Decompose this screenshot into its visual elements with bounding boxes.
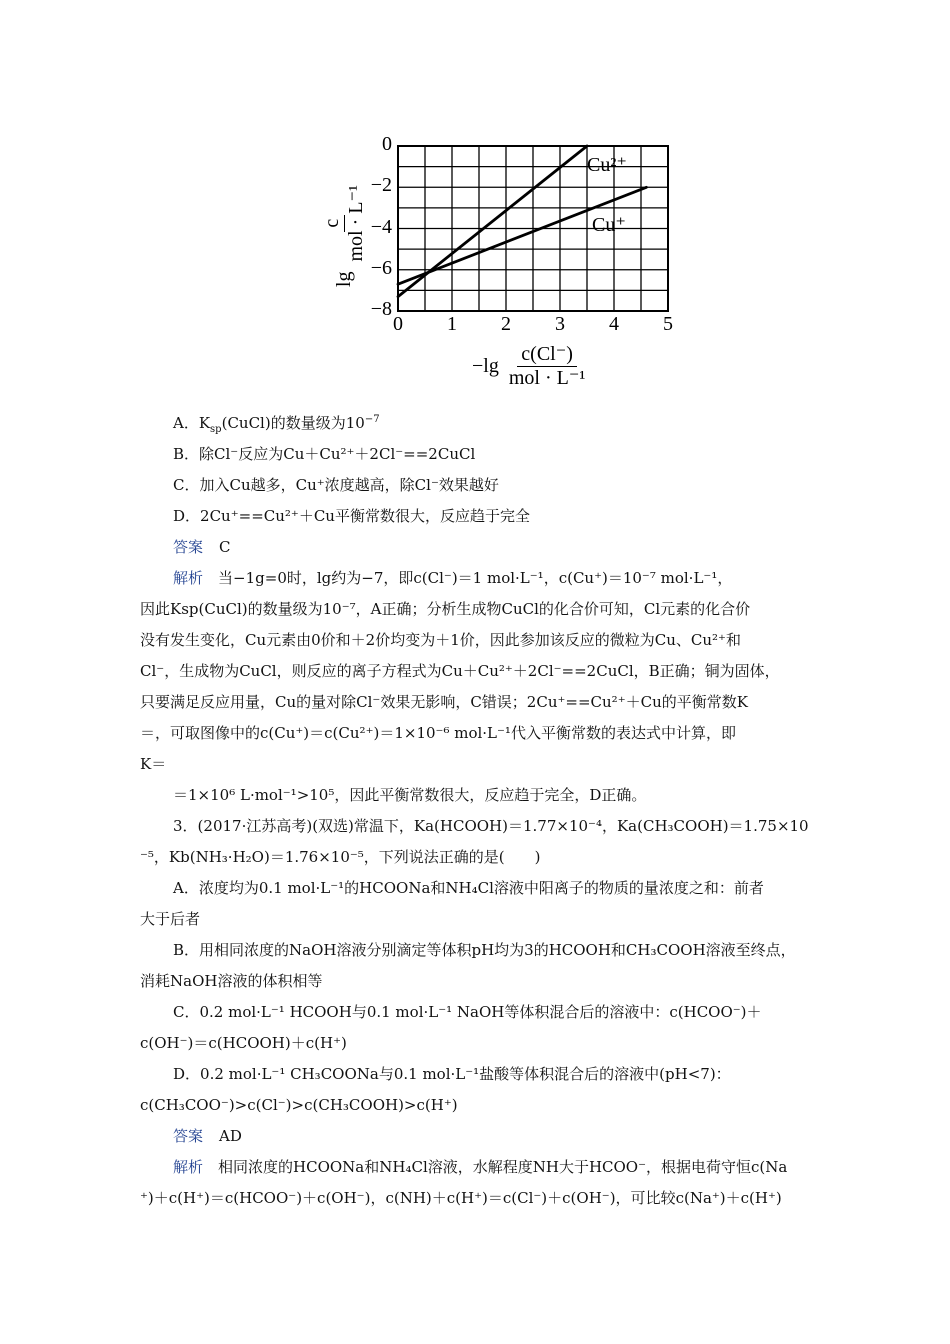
q3-option-b: 消耗NaOH溶液的体积相等 (140, 972, 323, 990)
q2-answer: 答案 C (173, 538, 231, 556)
x-tick-label: 5 (663, 313, 673, 335)
q3-explanation-line: ⁺)＋c(H⁺)＝c(HCOO⁻)＋c(OH⁻)，c(NH)＋c(H⁺)＝c(Cl⁻)＋c(OH⁻)，可比较c(Na⁺)＋c(H⁺) (140, 1189, 782, 1207)
series-label-cuplus: Cu⁺ (592, 214, 626, 236)
q2-explanation-line: 因此Ksp(CuCl)的数量级为10⁻⁷，A正确；分析生成物CuCl的化合价可知，Cl元素的化合价 (140, 600, 751, 618)
q3-option-b: B．用相同浓度的NaOH溶液分别滴定等体积pH均为3的HCOOH和CH₃COOH溶液至终点， (173, 941, 796, 959)
y-tick-label: −2 (370, 174, 392, 197)
q3-option-a: 大于后者 (140, 910, 201, 928)
q3-stem: ⁻⁵，Kb(NH₃·H₂O)＝1.76×10⁻⁵，下列说法正确的是( ) (140, 848, 541, 866)
x-tick-label: 3 (555, 313, 565, 335)
q3-option-c: c(OH⁻)＝c(HCOOH)＋c(H⁺) (140, 1034, 347, 1052)
x-axis-title: −lg $\frac{c(Cl^-)}{\text{mol · L⁻¹}}$ (472, 343, 586, 389)
chart-grid (398, 146, 668, 311)
y-tick-label: 0 (382, 133, 392, 155)
q3-option-c: C．0.2 mol·L⁻¹ HCOOH与0.1 mol·L⁻¹ NaOH等体积混合后的溶液中：c(HCOO⁻)＋ (173, 1003, 762, 1021)
y-tick-label: −6 (370, 256, 392, 279)
q2-explanation-line: 没有发生变化，Cu元素由0价和＋2价均变为＋1价，因此参加该反应的微粒为Cu、Cu²⁺和 (140, 631, 741, 649)
q2-explanation-line: 解析 当−1g=0时，lg约为−7，即c(Cl⁻)＝1 mol·L⁻¹，c(Cu⁺)＝10⁻⁷ mol·L⁻¹， (173, 569, 733, 587)
x-tick-label: 0 (393, 313, 403, 335)
y-axis-title: lg c mol · L⁻¹ (320, 184, 367, 288)
x-tick-label: 4 (609, 313, 619, 335)
series-label-cu2plus: Cu²⁺ (587, 154, 627, 176)
answer-tag: 答案 (173, 538, 204, 556)
q2-explanation-line: K＝ (140, 755, 167, 773)
q3-answer: 答案 AD (173, 1127, 242, 1145)
y-tick-label: −8 (370, 298, 392, 320)
q2-option-a: A．$K_{sp}(CuCl)$的数量级为$10^{-7}$ (173, 414, 380, 435)
q2-option-c: C．加入Cu越多，Cu⁺浓度越高，除Cl⁻效果越好 (173, 476, 499, 494)
q2-explanation-line: ＝，可取图像中的c(Cu⁺)＝c(Cu²⁺)＝1×10⁻⁶ mol·L⁻¹代入平衡常数的表达式中计算，即 (140, 724, 736, 742)
q3-stem: 3．(2017·江苏高考)(双选)常温下，Ka(HCOOH)＝1.77×10⁻⁴，Ka(CH₃COOH)＝1.75×10 (173, 817, 809, 835)
x-tick-label: 1 (447, 313, 457, 335)
q3-option-d: c(CH₃COO⁻)>c(Cl⁻)>c(CH₃COOH)>c(H⁺) (140, 1096, 458, 1114)
answer-tag: 答案 (173, 1127, 204, 1145)
q2-explanation-line: Cl⁻，生成物为CuCl，则反应的离子方程式为Cu＋Cu²⁺＋2Cl⁻==2CuCl，B正确；铜为固体， (140, 662, 780, 680)
q2-explanation-line: 只要满足反应用量，Cu的量对除Cl⁻效果无影响，C错误；2Cu⁺==Cu²⁺＋Cu的平衡常数K (140, 693, 748, 711)
q2-option-b: B．除Cl⁻反应为Cu＋Cu²⁺＋2Cl⁻==2CuCl (173, 445, 476, 463)
q3-explanation-line: 解析 相同浓度的HCOONa和NH₄Cl溶液，水解程度NH大于HCOO⁻，根据电荷守恒c(Na (173, 1158, 788, 1176)
q3-option-d: D．0.2 mol·L⁻¹ CH₃COONa与0.1 mol·L⁻¹盐酸等体积混合后的溶液中(pH<7)： (173, 1065, 731, 1083)
x-tick-label: 2 (501, 313, 511, 335)
explanation-tag: 解析 (173, 1158, 204, 1176)
chart-figure (300, 128, 690, 413)
q2-option-d: D．2Cu⁺==Cu²⁺＋Cu平衡常数很大，反应趋于完全 (173, 507, 530, 525)
explanation-tag: 解析 (173, 569, 204, 587)
y-tick-label: −4 (370, 215, 392, 238)
q2-explanation-line: ＝1×10⁶ L·mol⁻¹>10⁵，因此平衡常数很大，反应趋于完全，D正确。 (173, 786, 647, 804)
q3-option-a: A．浓度均为0.1 mol·L⁻¹的HCOONa和NH₄Cl溶液中阳离子的物质的量浓度之和：前者 (173, 879, 764, 897)
question-content (140, 408, 812, 1214)
